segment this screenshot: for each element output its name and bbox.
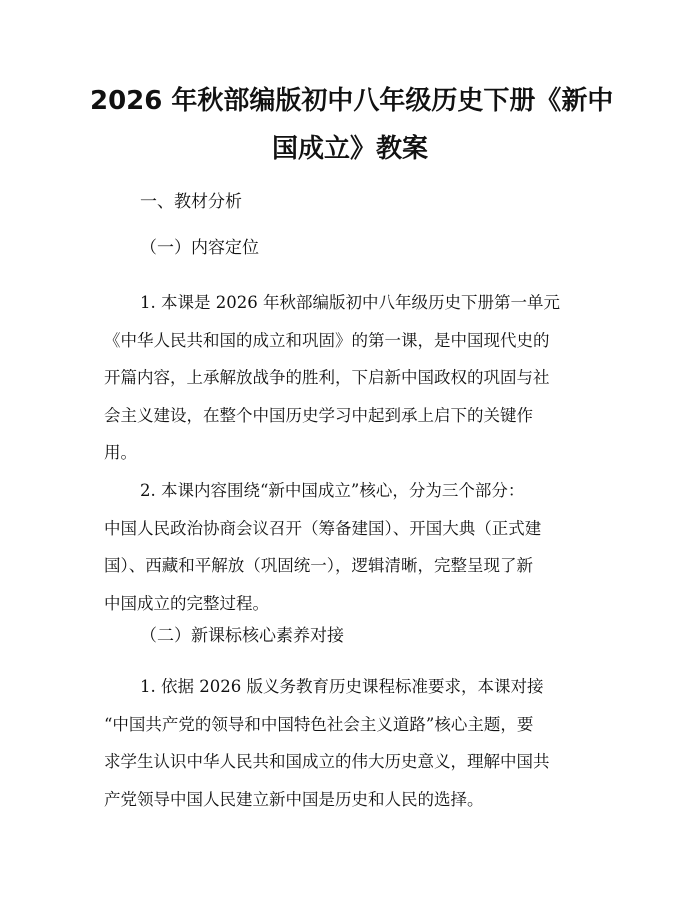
document-title-line-2: 国成立》教案 [271, 134, 428, 164]
paragraph-1-line: 《中华人民共和国的成立和巩固》的第一课，是中国现代史的 [104, 330, 550, 350]
paragraph-2-line: 2. 本课内容围绕“新中国成立”核心，分为三个部分： [140, 481, 525, 500]
section-heading-textbook-analysis: 一、教材分析 [140, 192, 242, 212]
paragraph-2-line: 国）、西藏和平解放（巩固统一），逻辑清晰，完整呈现了新 [104, 556, 533, 575]
paragraph-3-line: 1. 依据 2026 版义务教育历史课程标准要求，本课对接 [140, 677, 544, 696]
paragraph-1-line: 会主义建设，在整个中国历史学习中起到承上启下的关键作 [104, 405, 533, 425]
paragraph-2-line: 中国人民政治协商会议召开（筹备建国）、开国大典（正式建 [104, 518, 542, 538]
paragraph-3-line: 求学生认识中华人民共和国成立的伟大历史意义，理解中国共 [104, 752, 550, 771]
subsection-heading-content-positioning: （一）内容定位 [140, 238, 259, 258]
paragraph-1-line: 1. 本课是 2026 年秋部编版初中八年级历史下册第一单元 [140, 293, 560, 312]
paragraph-2 [104, 472, 600, 622]
paragraph-1-line: 用。 [104, 443, 137, 462]
subsection-heading-curriculum-alignment: （二）新课标核心素养对接 [140, 626, 344, 646]
paragraph-3-line: 产党领导中国人民建立新中国是历史和人民的选择。 [104, 789, 484, 809]
paragraph-3-line: “中国共产党的领导和中国特色社会主义道路”核心主题，要 [104, 714, 534, 734]
paragraph-3 [104, 668, 600, 818]
paragraph-1-line: 开篇内容，上承解放战争的胜利，下启新中国政权的巩固与社 [104, 368, 550, 387]
paragraph-1 [104, 284, 600, 472]
document-title-line-1: 2026 年秋部编版初中八年级历史下册《新中 [90, 86, 614, 116]
paragraph-2-line: 中国成立的完整过程。 [104, 593, 269, 613]
